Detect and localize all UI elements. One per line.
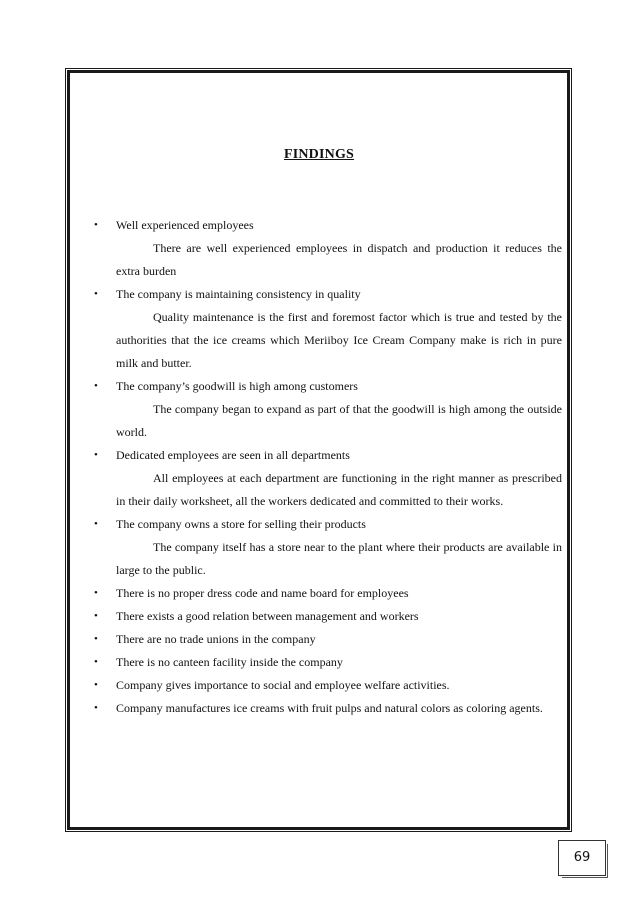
bullet-icon: • xyxy=(94,656,98,668)
bullet-icon: • xyxy=(94,449,98,461)
finding-detail: There are well experienced employees in dispatch and production it reduces the extra burden xyxy=(116,241,562,278)
bullet-icon: • xyxy=(94,518,98,530)
finding-item xyxy=(90,628,562,651)
finding-detail: The company itself has a store near to the plant where their products are available in large to the public. xyxy=(116,540,562,577)
finding-item xyxy=(90,605,562,628)
finding-heading: Dedicated employees are seen in all departments xyxy=(116,448,350,462)
finding-heading: There is no canteen facility inside the company xyxy=(116,655,343,669)
finding-item xyxy=(90,674,562,697)
finding-heading: There is no proper dress code and name board for employees xyxy=(116,586,409,600)
finding-detail: Quality maintenance is the first and foremost factor which is true and tested by the authorities that the ice creams which Meriiboy Ice Cream Company make is rich in pure milk and butter. xyxy=(116,310,562,370)
bullet-icon: • xyxy=(94,219,98,231)
page-number: 69 xyxy=(558,840,606,876)
finding-heading: Company manufactures ice creams with fruit pulps and natural colors as coloring agents. xyxy=(116,701,543,715)
bullet-icon: • xyxy=(94,633,98,645)
finding-item xyxy=(90,697,562,720)
finding-item xyxy=(90,375,562,444)
bullet-icon: • xyxy=(94,702,98,714)
bullet-icon: • xyxy=(94,610,98,622)
finding-heading: Well experienced employees xyxy=(116,218,254,232)
finding-heading: There are no trade unions in the company xyxy=(116,632,316,646)
finding-item xyxy=(90,444,562,513)
finding-item xyxy=(90,513,562,582)
finding-heading: The company is maintaining consistency in quality xyxy=(116,287,361,301)
finding-item xyxy=(90,651,562,674)
bullet-icon: • xyxy=(94,587,98,599)
finding-heading: The company owns a store for selling their products xyxy=(116,517,366,531)
page-title: FINDINGS xyxy=(283,147,355,162)
finding-item xyxy=(90,283,562,375)
finding-heading: The company’s goodwill is high among customers xyxy=(116,379,358,393)
finding-detail: The company began to expand as part of that the goodwill is high among the outside world. xyxy=(116,402,562,439)
finding-heading: Company gives importance to social and employee welfare activities. xyxy=(116,678,450,692)
finding-heading: There exists a good relation between management and workers xyxy=(116,609,419,623)
finding-detail: All employees at each department are functioning in the right manner as prescribed in their daily worksheet, all the workers dedicated and committed to their works. xyxy=(116,471,562,508)
bullet-icon: • xyxy=(94,288,98,300)
bullet-icon: • xyxy=(94,679,98,691)
finding-item xyxy=(90,214,562,283)
findings-list xyxy=(90,214,562,720)
finding-item xyxy=(90,582,562,605)
bullet-icon: • xyxy=(94,380,98,392)
